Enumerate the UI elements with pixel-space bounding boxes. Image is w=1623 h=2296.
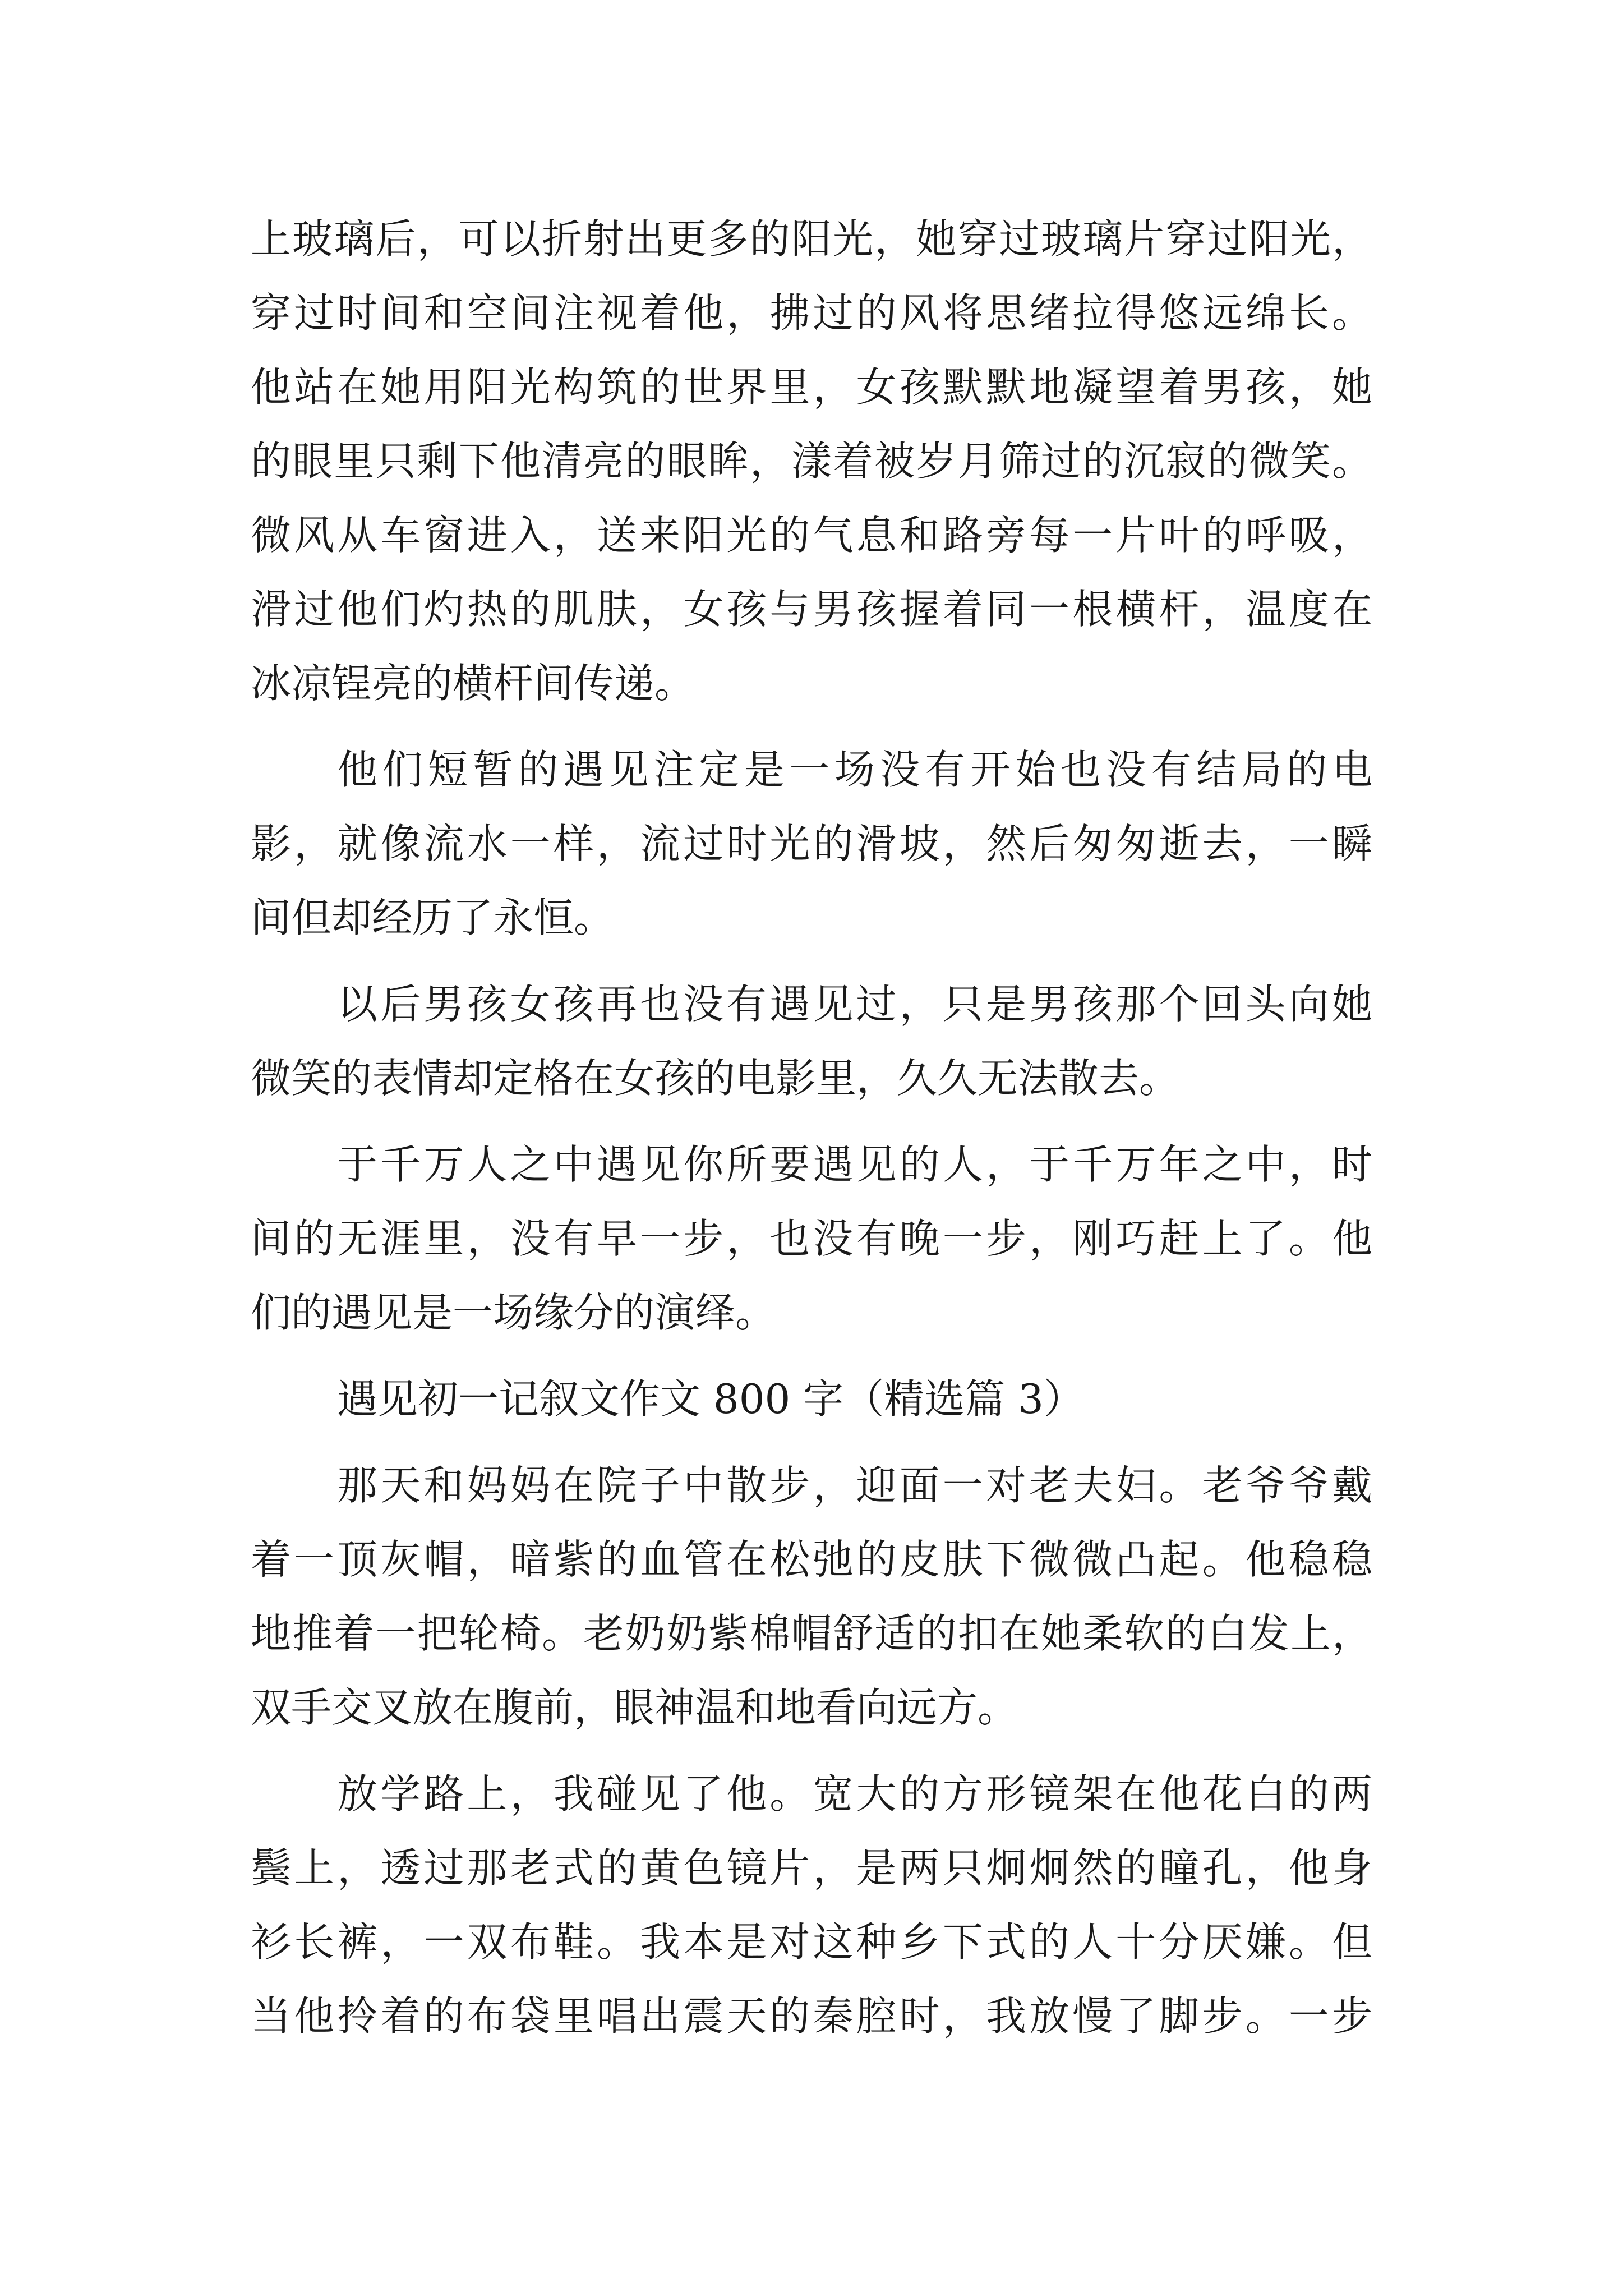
text-line: 地推着一把轮椅。老奶奶紫棉帽舒适的扣在她柔软的白发上， — [251, 1610, 1372, 1657]
section-heading: 遇见初一记叙文作文 800 字（精选篇 3） — [337, 1375, 1084, 1423]
text-line: 以后男孩女孩再也没有遇见过，只是男孩那个回头向她 — [337, 981, 1372, 1028]
text-line: 衫长裤，一双布鞋。我本是对这种乡下式的人十分厌嫌。但 — [251, 1918, 1372, 1966]
text-line: 滑过他们灼热的肌肤，女孩与男孩握着同一根横杆，温度在 — [251, 586, 1372, 633]
text-line: 间但却经历了永恒。 — [251, 894, 615, 941]
text-line: 上玻璃后，可以折射出更多的阳光，她穿过玻璃片穿过阳光， — [251, 215, 1372, 263]
text-line: 们的遇见是一场缘分的演绎。 — [251, 1289, 776, 1336]
text-line: 他们短暂的遇见注定是一场没有开始也没有结局的电 — [337, 746, 1372, 793]
text-line: 影，就像流水一样，流过时光的滑坡，然后匆匆逝去，一瞬 — [251, 820, 1372, 867]
text-line: 双手交叉放在腹前，眼神温和地看向远方。 — [251, 1684, 1018, 1731]
text-line: 微笑的表情却定格在女孩的电影里，久久无法散去。 — [251, 1055, 1180, 1102]
text-line: 当他拎着的布袋里唱出震天的秦腔时，我放慢了脚步。一步 — [251, 1993, 1372, 2040]
text-line: 鬓上，透过那老式的黄色镜片，是两只炯炯然的瞳孔，他身 — [251, 1844, 1372, 1892]
text-line: 微风从车窗进入，送来阳光的气息和路旁每一片叶的呼吸， — [251, 512, 1372, 559]
text-line: 放学路上，我碰见了他。宽大的方形镜架在他花白的两 — [337, 1770, 1372, 1818]
text-line: 间的无涯里，没有早一步，也没有晚一步，刚巧赶上了。他 — [251, 1215, 1372, 1262]
text-line: 于千万人之中遇见你所要遇见的人，于千万年之中，时 — [337, 1141, 1372, 1188]
text-line: 的眼里只剩下他清亮的眼眸，漾着被岁月筛过的沉寂的微笑。 — [251, 438, 1372, 485]
text-line: 那天和妈妈在院子中散步，迎面一对老夫妇。老爷爷戴 — [337, 1462, 1372, 1509]
text-line: 冰凉锃亮的横杆间传递。 — [251, 660, 695, 707]
text-line: 着一顶灰帽，暗紫的血管在松弛的皮肤下微微凸起。他稳稳 — [251, 1536, 1372, 1583]
text-line: 穿过时间和空间注视着他，拂过的风将思绪拉得悠远绵长。 — [251, 289, 1372, 337]
text-line: 他站在她用阳光构筑的世界里，女孩默默地凝望着男孩，她 — [251, 364, 1372, 411]
